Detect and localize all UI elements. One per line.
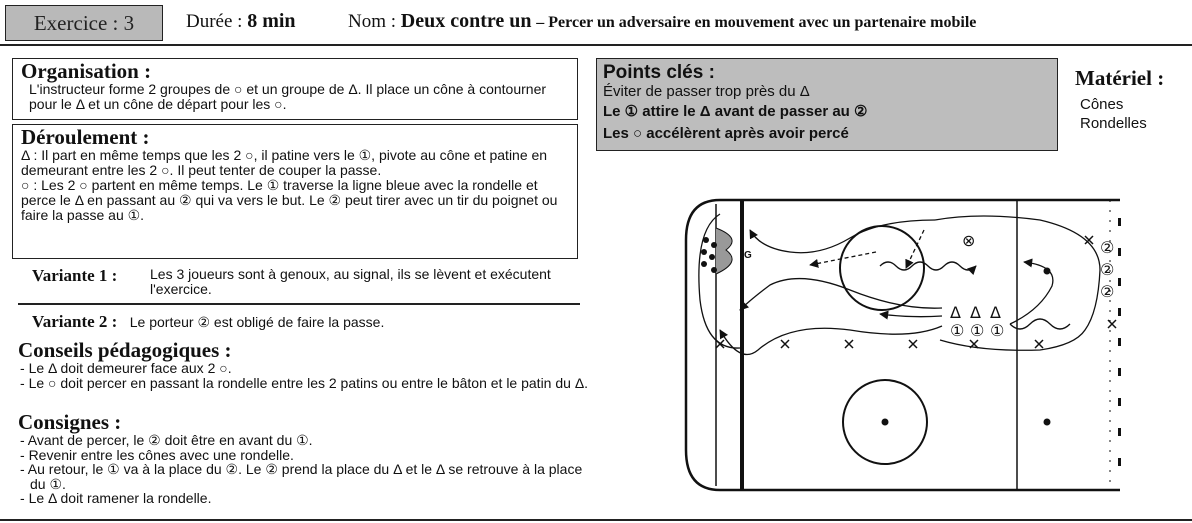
triangle-player: Δ — [990, 303, 1001, 322]
consignes-item: - Revenir entre les cônes avec une rondelle. — [20, 446, 294, 463]
conseils-item: - Le Δ doit demeurer face aux 2 ○. — [20, 360, 232, 376]
consignes-item: - Le Δ doit ramener la rondelle. — [20, 490, 212, 506]
variante-1 — [32, 266, 582, 297]
consignes-list — [18, 433, 593, 506]
player-two: ② — [1100, 282, 1115, 301]
duration — [186, 10, 296, 33]
face-off-dot — [882, 419, 889, 426]
player-one: ① — [970, 321, 985, 340]
variante-1-label: Variante 1 : — [32, 266, 118, 285]
points-cles-item: Éviter de passer trop près du Δ — [603, 83, 810, 100]
materiel-section — [1075, 66, 1164, 133]
variante-2-text: Le porteur ② est obligé de faire la passe. — [129, 314, 385, 330]
footer-divider — [0, 519, 1192, 521]
goal-crease — [716, 228, 732, 274]
consignes-item: - Au retour, le ① va à la place du ②. Le ② prend la place du Δ et le Δ se retrouve à la place du ①. — [20, 461, 583, 492]
player-one-group — [950, 321, 1004, 340]
consignes-section — [18, 412, 593, 506]
pucks — [701, 237, 717, 273]
organisation-text: L'instructeur forme 2 groupes de ○ et un groupe de Δ. Il place un cône à contourner pour le Δ et un cône de départ pour les ○. — [29, 81, 547, 112]
points-cles-title: Points clés : — [603, 62, 715, 83]
rink-diagram — [680, 190, 1140, 500]
face-off-dot — [1044, 419, 1051, 426]
player-two: ② — [1100, 260, 1115, 279]
deroulement-triangle-text: Δ : Il part en même temps que les 2 ○, il patine vers le ①, pivote au cône et patine en demeurant entre les 2 ○. Il peut tenter de couper la passe. — [21, 147, 548, 178]
exercise-number: Exercice : 3 — [33, 10, 135, 35]
deroulement-box — [12, 124, 578, 259]
name-label: Nom : — [348, 11, 397, 32]
variante-divider — [18, 303, 580, 305]
variante-2-label: Variante 2 : — [32, 312, 118, 331]
player-one: ① — [990, 321, 1005, 340]
organisation-box — [12, 58, 578, 120]
name-value: Deux contre un — [400, 10, 532, 32]
variante-1-text: Les 3 joueurs sont à genoux, au signal, ils se lèvent et exécutent l'exercice. — [150, 266, 551, 297]
duration-label: Durée : — [186, 11, 243, 32]
conseils-item: - Le ○ doit percer en passant la rondelle entre les 2 patins ou entre le bâton et le patin du Δ. — [20, 374, 589, 391]
exercise-number-badge — [5, 5, 163, 41]
goalie-label: G — [744, 250, 752, 261]
consignes-title: Consignes : — [18, 410, 122, 434]
deroulement-title: Déroulement : — [21, 125, 150, 149]
player-two-group — [1100, 238, 1114, 301]
exercise-name — [348, 10, 976, 33]
consignes-item: - Avant de percer, le ② doit être en avant du ①. — [20, 432, 313, 448]
player-two: ② — [1100, 238, 1115, 257]
conseils-list — [18, 361, 593, 390]
movement-paths — [699, 214, 1100, 355]
triangle-player: Δ — [970, 303, 981, 322]
points-cles-item: Le ① attire le Δ avant de passer au ② — [603, 103, 868, 120]
materiel-item: Rondelles — [1080, 115, 1147, 132]
conseils-title: Conseils pédagogiques : — [18, 338, 232, 362]
face-off-circle — [840, 226, 924, 310]
name-subtitle: – Percer un adversaire en mouvement avec un partenaire mobile — [536, 14, 977, 31]
deroulement-circle-text: ○ : Les 2 ○ partent en même temps. Le ① traverse la ligne bleue avec la rondelle et perce le Δ en passant au ② qui va vers le but. Le ② peut tirer avec un tir du poignet ou faire la passe au ①. — [21, 177, 558, 223]
materiel-item: Cônes — [1080, 96, 1124, 113]
triangle-player: Δ — [950, 303, 961, 322]
start-cone: ⊗ — [962, 231, 976, 250]
materiel-title: Matériel : — [1075, 66, 1165, 90]
board-ticks — [1118, 218, 1121, 466]
points-cles-item: Les ○ accélèrent après avoir percé — [603, 125, 849, 142]
organisation-title: Organisation : — [21, 59, 152, 83]
rink-boards — [686, 200, 1120, 490]
points-cles-box — [596, 58, 1058, 151]
triangle-group — [950, 303, 1001, 322]
player-one: ① — [950, 321, 965, 340]
duration-value: 8 min — [247, 10, 296, 32]
header-divider — [0, 44, 1192, 46]
conseils-section — [18, 340, 593, 390]
variante-2 — [32, 312, 384, 332]
